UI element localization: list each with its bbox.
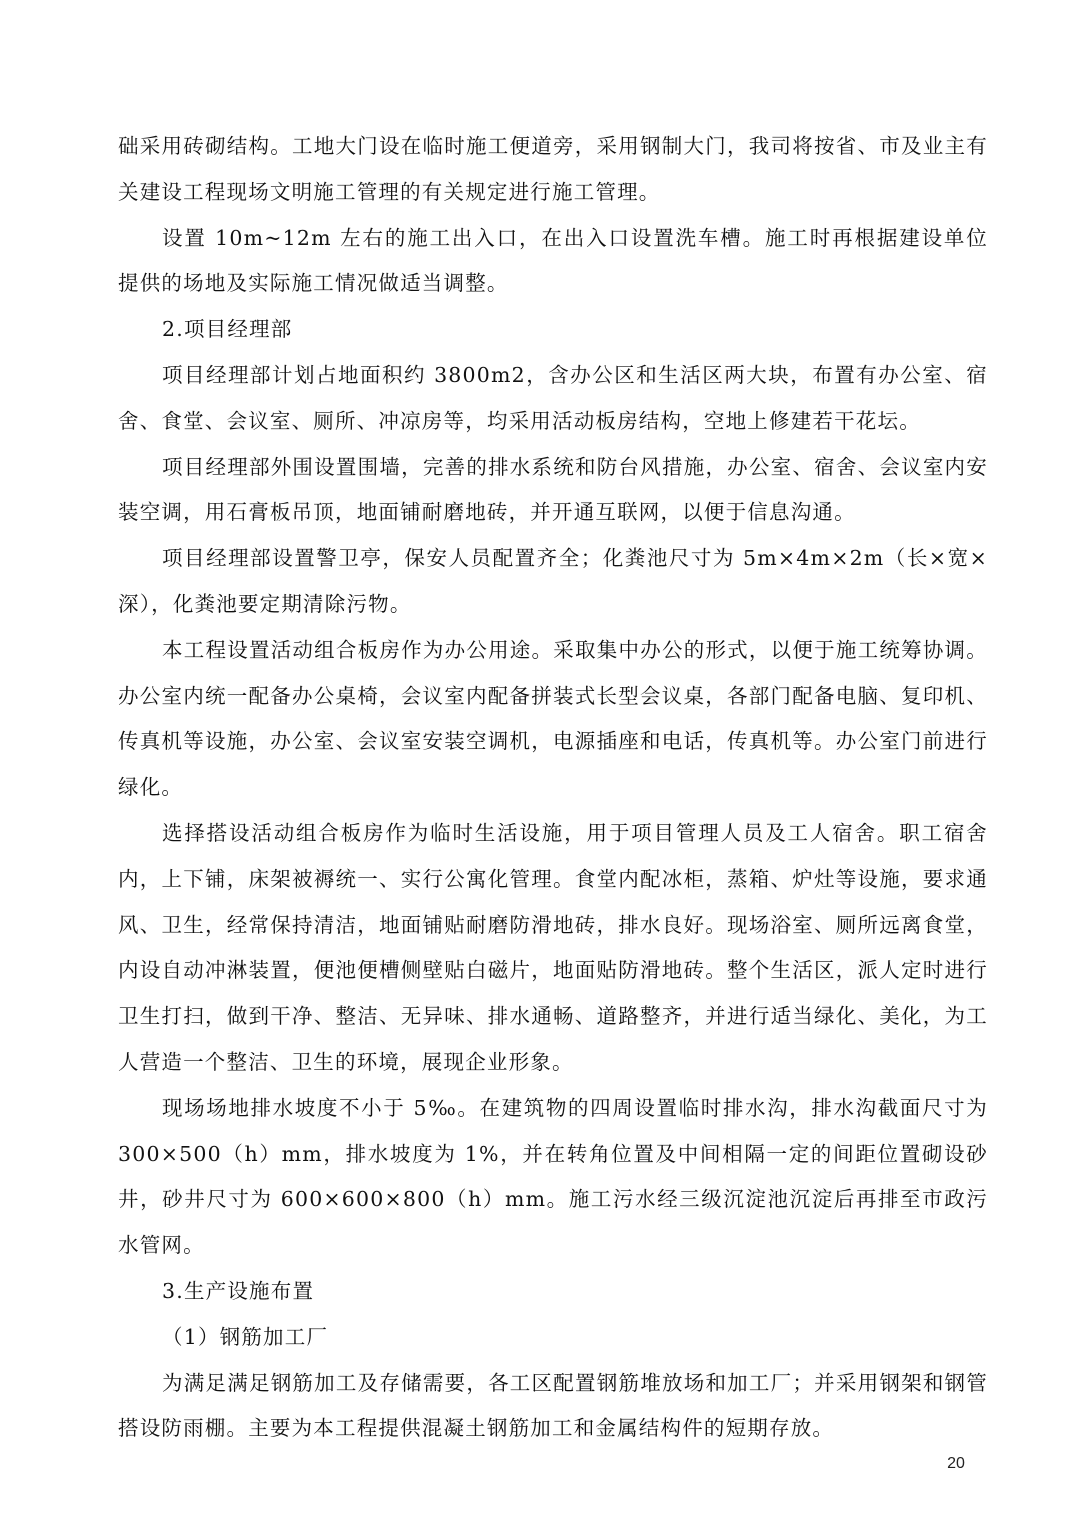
paragraph-drainage: 现场场地排水坡度不小于 5‰。在建筑物的四周设置临时排水沟，排水沟截面尺寸为 300×500（h）mm，排水坡度为 1%，并在转角位置及中间相隔一定的间距位置砌设砂井，砂井尺寸为 600×600×800（h）mm。施工污水经三级沉淀池沉淀后再排至市政污水管网。 [118,1095,988,1258]
subsection-heading-rebar-plant: （1）钢筋加工厂 [162,1324,329,1349]
paragraph-guard-septic: 项目经理部设置警卫亭，保安人员配置齐全；化粪池尺寸为 5m×4m×2m（长×宽×深），化粪池要定期清除污物。 [118,546,988,616]
paragraph-living-facilities: 选择搭设活动组合板房作为临时生活设施，用于项目管理人员及工人宿舍。职工宿舍内，上下铺，床架被褥统一、实行公寓化管理。食堂内配冰柜，蒸箱、炉灶等设施，要求通风、卫生，经常保持清洁，地面铺贴耐磨防滑地砖，排水良好。现场浴室、厕所远离食堂，内设自动冲淋装置，便池便槽侧壁贴白磁片，地面贴防滑地砖。整个生活区，派人定时进行卫生打扫，做到干净、整洁、无异味、排水通畅、道路整齐，并进行适当绿化、美化，为工人营造一个整洁、卫生的环境，展现企业形象。 [118,820,988,1074]
document-body [118,124,988,1452]
paragraph-rebar-plant: 为满足满足钢筋加工及存储需要，各工区配置钢筋堆放场和加工厂；并采用钢架和钢管搭设防雨棚。主要为本工程提供混凝土钢筋加工和金属结构件的短期存放。 [118,1370,988,1441]
paragraph-continuation: 础采用砖砌结构。工地大门设在临时施工便道旁，采用钢制大门，我司将按省、市及业主有关建设工程现场文明施工管理的有关规定进行施工管理。 [118,134,988,204]
page-number: 20 [947,1455,965,1472]
paragraph-entrance: 设置 10m~12m 左右的施工出入口，在出入口设置洗车槽。施工时再根据建设单位提供的场地及实际施工情况做适当调整。 [118,225,988,296]
section-heading-production-facilities: 3.生产设施布置 [162,1278,315,1303]
paragraph-office-setup: 本工程设置活动组合板房作为办公用途。采取集中办公的形式，以便于施工统筹协调。办公室内统一配备办公桌椅，会议室内配备拼装式长型会议桌，各部门配备电脑、复印机、传真机等设施，办公室、会议室安装空调机，电源插座和电话，传真机等。办公室门前进行绿化。 [118,637,988,800]
section-heading-project-department: 2.项目经理部 [162,317,293,342]
paragraph-department-area: 项目经理部计划占地面积约 3800m2，含办公区和生活区两大块，布置有办公室、宿舍、食堂、会议室、厕所、冲凉房等，均采用活动板房结构，空地上修建若干花坛。 [118,362,988,433]
paragraph-department-enclosure: 项目经理部外围设置围墙，完善的排水系统和防台风措施，办公室、宿舍、会议室内安装空调，用石膏板吊顶，地面铺耐磨地砖，并开通互联网，以便于信息沟通。 [118,454,988,525]
